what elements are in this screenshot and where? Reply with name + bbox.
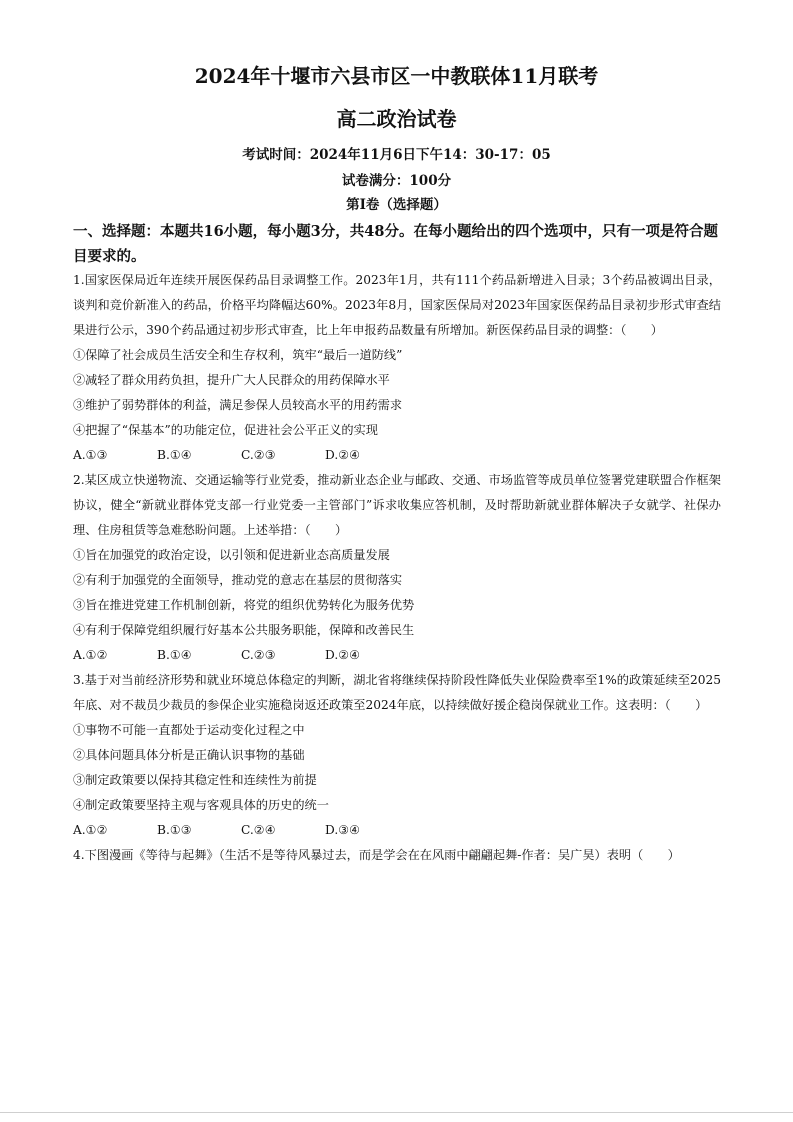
statement-item: ①旨在加强党的政治定设，以引领和促进新业态高质量发展 — [73, 548, 390, 562]
question-stem: 1.国家医保局近年连续开展医保药品目录调整工作。2023年1月，共有111个药品新增进入目录；3个药品被调出目录，谈判和竞价新准入的药品，价格平均降幅达60%。2023年8月，国家医保局对2023年国家医保药品目录初步形式审查结果进行公示，390个药品通过初步形式审查，比上年申报药品数量有所增加。新医保药品目录的调整：（ ） — [73, 273, 721, 337]
section-heading: 第Ⅰ卷（选择题） — [346, 197, 447, 213]
question-stem: 4.下图漫画《等待与起舞》（生活不是等待风暴过去，而是学会在在风雨中翩翩起舞-作者：吴广昊）表明（ ） — [73, 848, 680, 862]
statement-item: ③维护了弱势群体的利益，满足参保人员较高水平的用药需求 — [73, 398, 403, 412]
choice-b: B.①④ — [157, 648, 192, 662]
exam-time: 考试时间：2024年11月6日下午14：30-17：05 — [242, 147, 551, 163]
question-2 — [73, 468, 721, 668]
statement-item: ④把握了“保基本”的功能定位，促进社会公平正义的实现 — [73, 423, 378, 437]
statement-item: ①保障了社会成员生活安全和生存权利，筑牢“最后一道防线” — [73, 348, 403, 362]
statement-item: ④制定政策要坚持主观与客观具体的历史的统一 — [73, 798, 329, 812]
question-stem: 3.基于对当前经济形势和就业环境总体稳定的判断，湖北省将继续保持阶段性降低失业保险费率至1%的政策延续至2025年底、对不裁员少裁员的参保企业实施稳岗返还政策至2024年底，以持续做好援企稳岗保就业工作。这表明：（ ） — [73, 673, 721, 712]
statement-item: ②有利于加强党的全面领导，推动党的意志在基层的贯彻落实 — [73, 573, 403, 587]
choice-d: D.②④ — [325, 448, 361, 462]
choice-a: A.①② — [73, 648, 108, 662]
statement-item: ③旨在推进党建工作机制创新，将党的组织优势转化为服务优势 — [73, 598, 415, 612]
answer-choices — [73, 818, 721, 843]
statement-item: ①事物不可能一直都处于运动变化过程之中 — [73, 723, 305, 737]
page-bottom-divider — [0, 1112, 793, 1113]
exam-subject-title: 高二政治试卷 — [336, 107, 457, 131]
questions-body — [73, 268, 721, 868]
question-stem: 2.某区成立快递物流、交通运输等行业党委，推动新业态企业与邮政、交通、市场监管等成员单位签署党建联盟合作框架协议，健全“新就业群体党支部一行业党委一主管部门”诉求收集应答机制，及时帮助新就业群体解决子女就学、社保办理、住房租赁等急难愁盼问题。上述举措：（ ） — [73, 473, 721, 537]
choice-c: C.②③ — [241, 648, 276, 662]
choice-d: D.②④ — [325, 648, 361, 662]
section-instruction: 一、选择题：本题共16小题，每小题3分，共48分。在每小题给出的四个选项中，只有一项是符合题目要求的。 — [73, 223, 718, 265]
question-4 — [73, 843, 721, 868]
answer-choices — [73, 443, 721, 468]
question-3 — [73, 668, 721, 843]
exam-title: 2024年十堰市六县市区一中教联体11月联考 — [194, 64, 599, 88]
choice-b: B.①④ — [157, 448, 192, 462]
choice-c: C.②③ — [241, 448, 276, 462]
statement-item: ④有利于保障党组织履行好基本公共服务职能，保障和改善民生 — [73, 623, 415, 637]
question-1 — [73, 268, 721, 468]
choice-b: B.①③ — [157, 823, 192, 837]
choice-a: A.①② — [73, 823, 108, 837]
answer-choices — [73, 643, 721, 668]
full-score: 试卷满分：100分 — [341, 173, 452, 189]
choice-c: C.②④ — [241, 823, 276, 837]
statement-item: ③制定政策要以保持其稳定性和连续性为前提 — [73, 773, 317, 787]
statement-item: ②具体问题具体分析是正确认识事物的基础 — [73, 748, 305, 762]
statement-item: ②减轻了群众用药负担，提升广大人民群众的用药保障水平 — [73, 373, 390, 387]
choice-d: D.③④ — [325, 823, 361, 837]
choice-a: A.①③ — [73, 448, 108, 462]
